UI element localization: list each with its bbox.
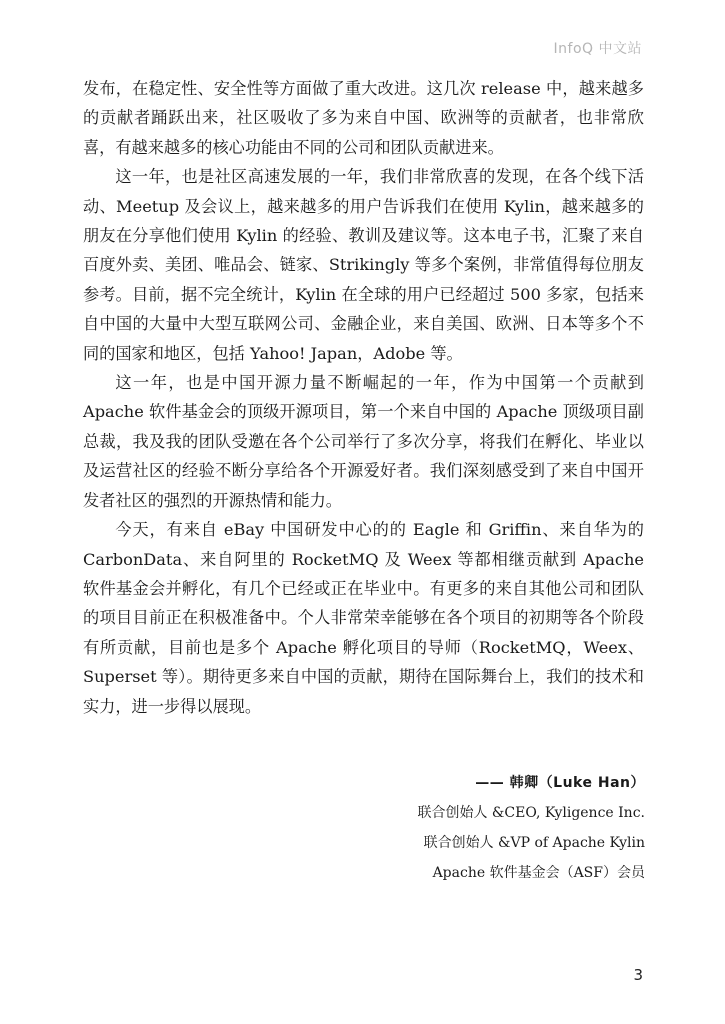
page-number: 3 bbox=[633, 966, 643, 984]
author-title: Apache 软件基金会（ASF）会员 bbox=[432, 865, 645, 881]
paragraph: 这一年，也是中国开源力量不断崛起的一年，作为中国第一个贡献到 Apache 软件基金会的顶级开源项目，第一个来自中国的 Apache 顶级项目副总裁，我及我的团队受邀在各个公司举行了多次分享，将我们在孵化、毕业以及运营社区的经验不断分享给各个开源爱好者。我们深刻感受到了来自中国开发者社区的强烈的开源热情和能力。 bbox=[83, 373, 644, 510]
author-title: 联合创始人 &CEO, Kyligence Inc. bbox=[417, 805, 645, 821]
paragraph: 发布，在稳定性、安全性等方面做了重大改进。这几次 release 中，越来越多的贡献者踊跃出来，社区吸收了多为来自中国、欧洲等的贡献者，也非常欣喜，有越来越多的核心功能由不同的公司和团队贡献进来。 bbox=[83, 79, 644, 157]
author-name: —— 韩卿（Luke Han） bbox=[475, 775, 645, 791]
paragraph: 这一年，也是社区高速发展的一年，我们非常欣喜的发现，在各个线下活动、Meetup 及会议上，越来越多的用户告诉我们在使用 Kylin，越来越多的朋友在分享他们使用 Kylin 的经验、教训及建议等。这本电子书，汇聚了来自百度外卖、美团、唯品会、链家、Strikingly 等多个案例，非常值得每位朋友参考。目前，据不完全统计，Kylin 在全球的用户已经超过 500 多家，包括来自中国的大量中大型互联网公司、金融企业，来自美国、欧洲、日本等多个不同的国家和地区，包括 Yahoo! Japan，Adobe 等。 bbox=[83, 167, 644, 363]
article-body bbox=[83, 74, 644, 721]
paragraph: 今天，有来自 eBay 中国研发中心的的 Eagle 和 Griffin、来自华为的 CarbonData、来自阿里的 RocketMQ 及 Weex 等都相继贡献到 Apache 软件基金会并孵化，有几个已经或正在毕业中。有更多的来自其他公司和团队的项目目前正在积极准备中。个人非常荣幸能够在各个项目的初期等各个阶段有所贡献，目前也是多个 Apache 孵化项目的导师（RocketMQ，Weex、Superset 等）。期待更多来自中国的贡献，期待在国际舞台上，我们的技术和实力，进一步得以展现。 bbox=[83, 520, 644, 716]
site-header: InfoQ 中文站 bbox=[553, 41, 642, 57]
author-title: 联合创始人 &VP of Apache Kylin bbox=[423, 835, 645, 851]
author-signature bbox=[417, 768, 645, 888]
